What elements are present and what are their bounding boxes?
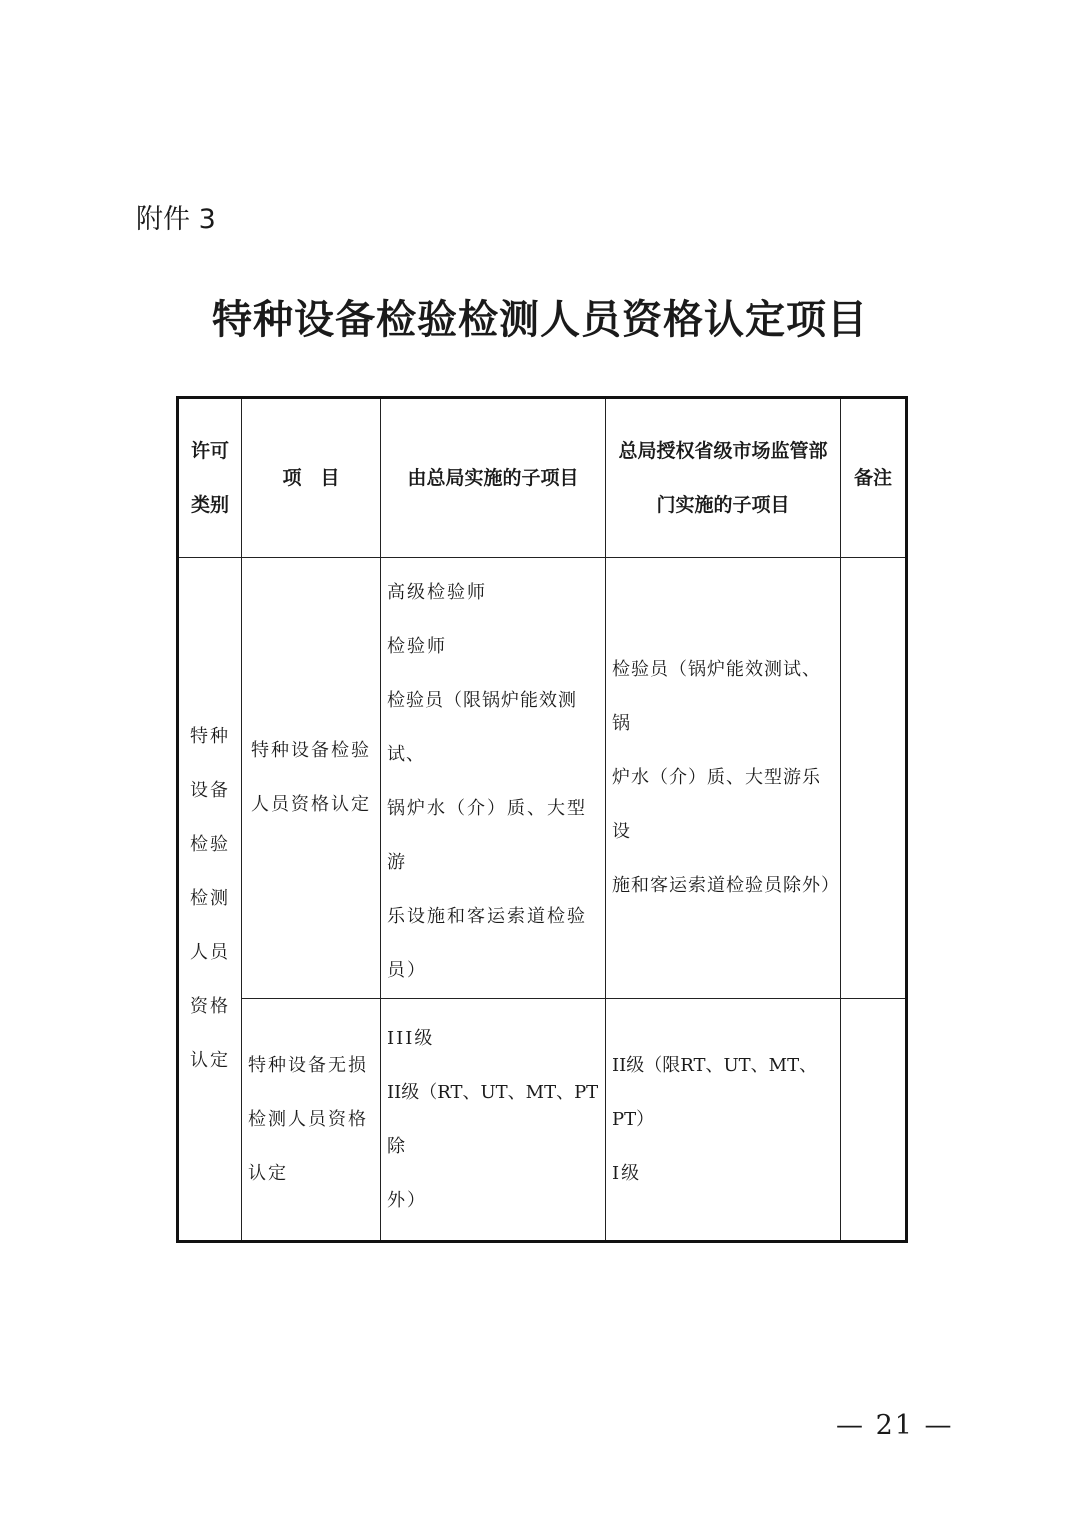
remarks-cell bbox=[841, 999, 907, 1242]
project-cell bbox=[242, 999, 381, 1242]
prov-line: I级 bbox=[612, 1162, 642, 1184]
remarks-cell bbox=[841, 558, 907, 999]
prov-line: 检验员（锅炉能效测试、锅 bbox=[612, 659, 821, 734]
category-line: 检验 bbox=[190, 834, 230, 855]
project-line: 认定 bbox=[248, 1162, 288, 1184]
prov-line: 施和客运索道检验员除外） bbox=[612, 875, 840, 896]
hq-line: III级 bbox=[387, 1027, 435, 1049]
document-title: 特种设备检验检测人员资格认定项目 bbox=[212, 297, 868, 343]
header-provincial-subitems bbox=[606, 398, 841, 558]
qualification-table bbox=[176, 396, 908, 1243]
header-category bbox=[178, 398, 242, 558]
table-header-row bbox=[178, 398, 907, 558]
hq-subitems-cell bbox=[381, 558, 606, 999]
header-project: 项 目 bbox=[242, 398, 381, 558]
category-line: 人员 bbox=[190, 942, 230, 963]
project-line: 检测人员资格 bbox=[248, 1108, 368, 1130]
category-cell bbox=[178, 558, 242, 1242]
page-number: — 21 — bbox=[836, 1410, 954, 1441]
category-line: 检测 bbox=[190, 888, 230, 909]
hq-line: II级（RT、UT、MT、PT除 bbox=[387, 1081, 599, 1157]
header-hq-subitems: 由总局实施的子项目 bbox=[381, 398, 606, 558]
provincial-subitems-cell bbox=[606, 999, 841, 1242]
hq-line: 员） bbox=[387, 960, 427, 981]
prov-line: 炉水（介）质、大型游乐设 bbox=[612, 767, 821, 842]
category-line: 特种 bbox=[190, 726, 230, 747]
table-row bbox=[178, 558, 907, 999]
project-line: 特种设备无损 bbox=[248, 1054, 368, 1076]
category-line: 认定 bbox=[190, 1050, 230, 1071]
header-category-line1: 许可 bbox=[190, 440, 229, 462]
hq-line: 乐设施和客运索道检验 bbox=[387, 906, 587, 927]
hq-line: 锅炉水（介）质、大型游 bbox=[387, 798, 587, 873]
table-row bbox=[178, 999, 907, 1242]
hq-line: 检验师 bbox=[387, 636, 447, 657]
hq-line: 外） bbox=[387, 1189, 427, 1211]
project-cell bbox=[242, 558, 381, 999]
hq-line: 高级检验师 bbox=[387, 582, 487, 603]
attachment-label: 附件 3 bbox=[136, 204, 216, 235]
header-category-line2: 类别 bbox=[190, 494, 229, 516]
category-line: 资格 bbox=[190, 996, 230, 1017]
hq-subitems-cell bbox=[381, 999, 606, 1242]
prov-line: II级（限RT、UT、MT、PT） bbox=[612, 1054, 818, 1130]
header-prov-line1: 总局授权省级市场监管部 bbox=[618, 440, 828, 462]
category-line: 设备 bbox=[190, 780, 230, 801]
provincial-subitems-cell bbox=[606, 558, 841, 999]
hq-line: 检验员（限锅炉能效测试、 bbox=[387, 690, 577, 765]
project-line: 特种设备检验 bbox=[251, 740, 371, 761]
header-prov-line2: 门实施的子项目 bbox=[656, 494, 790, 516]
header-remarks: 备注 bbox=[841, 398, 907, 558]
project-line: 人员资格认定 bbox=[251, 794, 371, 815]
